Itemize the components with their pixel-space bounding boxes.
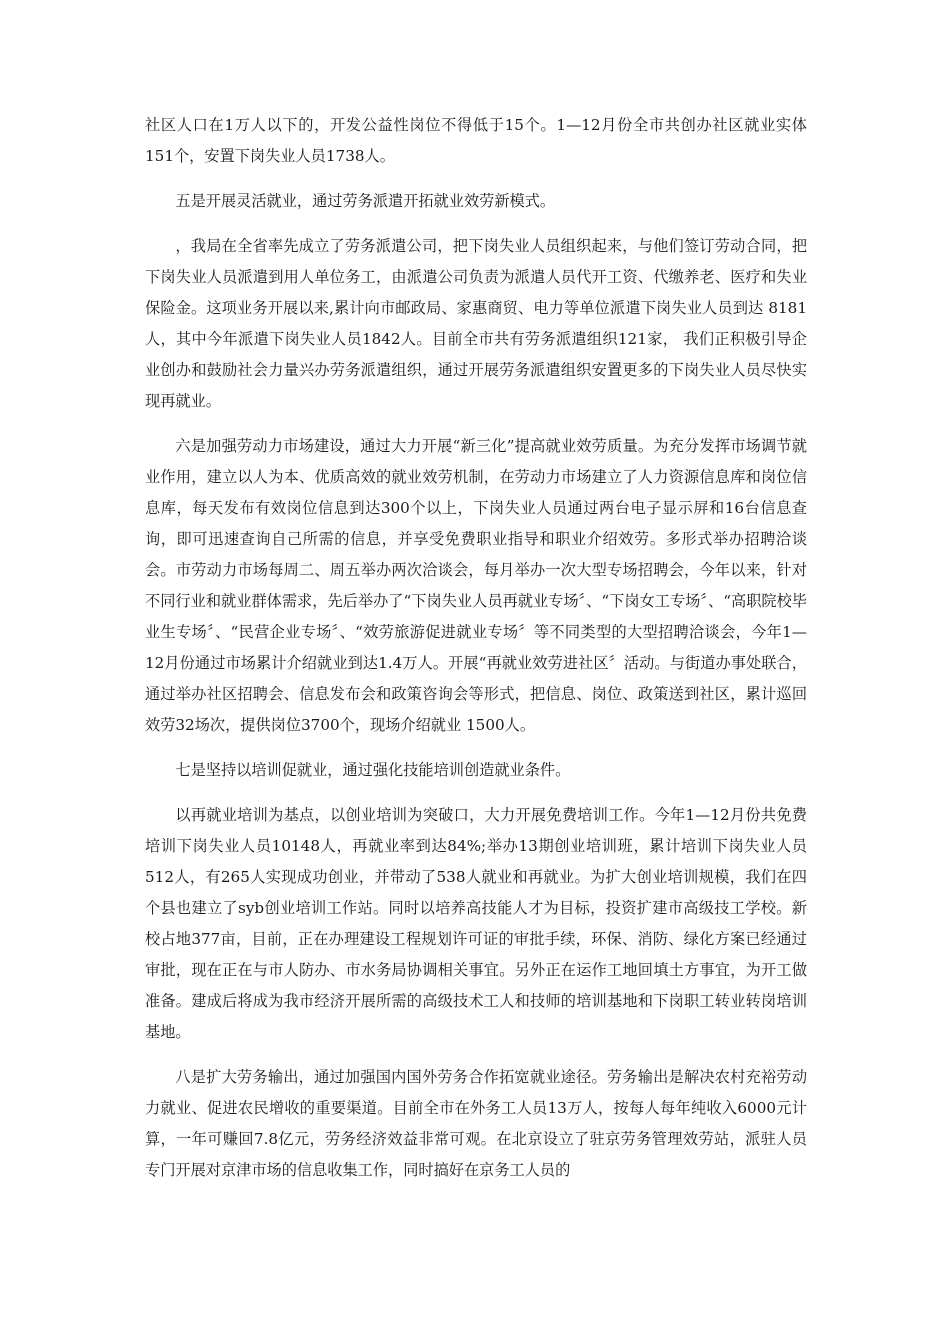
heading-point-seven: 七是坚持以培训促就业，通过强化技能培训创造就业条件。 [175,761,571,779]
paragraph-labor-dispatch: ，我局在全省率先成立了劳务派遣公司，把下岗失业人员组织起来，与他们签订劳动合同，把下岗失业人员派遣到用人单位务工，由派遣公司负责为派遣人员代开工资、代缴养老、医疗和失业保险金。这项业务开展以来,累计向市邮政局、家惠商贸、电力等单位派遣下岗失业人员到达 8181人，其中今年派遣下岗失业人员1842人。目前全市共有劳务派遣组织121家， 我们正积极引导企业创办和鼓励社会力量兴办劳务派遣组织，通过开展劳务派遣组织安置更多的下岗失业人员尽快实现再就业。 [145,237,807,410]
paragraph-point-six-labor-market: 六是加强劳动力市场建设，通过大力开展“新三化”提高就业效劳质量。为充分发挥市场调节就业作用，建立以人为本、优质高效的就业效劳机制，在劳动力市场建立了人力资源信息库和岗位信息库，每天发布有效岗位信息到达300个以上，下岗失业人员通过两台电子显示屏和16台信息查询，即可迅速查询自己所需的信息，并享受免费职业指导和职业介绍效劳。多形式举办招聘洽谈会。市劳动力市场每周二、周五举办两次洽谈会，每月举办一次大型专场招聘会，今年以来，针对不同行业和就业群体需求，先后举办了“下岗失业人员再就业专场〞、“下岗女工专场〞、“高职院校毕业生专场〞、“民营企业专场〞、“效劳旅游促进就业专场〞等不同类型的大型招聘洽谈会，今年1—12月份通过市场累计介绍就业到达1.4万人。开展“再就业效劳进社区〞活动。与街道办事处联合，通过举办社区招聘会、信息发布会和政策咨询会等形式，把信息、岗位、政策送到社区，累计巡回效劳32场次，提供岗位3700个，现场介绍就业 1500人。 [145,437,807,734]
heading-point-five: 五是开展灵活就业，通过劳务派遣开拓就业效劳新模式。 [175,192,556,210]
paragraph-training: 以再就业培训为基点，以创业培训为突破口，大力开展免费培训工作。今年1—12月份共免费培训下岗失业人员10148人，再就业率到达84%;举办13期创业培训班，累计培训下岗失业人员512人，有265人实现成功创业，并带动了538人就业和再就业。为扩大创业培训规模，我们在四个县也建立了syb创业培训工作站。同时以培养高技能人才为目标，投资扩建市高级技工学校。新校占地377亩，目前，正在办理建设工程规划许可证的审批手续，环保、消防、绿化方案已经通过审批，现在正在与市人防办、市水务局协调相关事宜。另外正在运作工地回填土方事宜，为开工做准备。建成后将成为我市经济开展所需的高级技术工人和技师的培训基地和下岗职工转业转岗培训基地。 [145,806,807,1041]
paragraph-community-jobs: 社区人口在1万人以下的，开发公益性岗位不得低于15个。1—12月份全市共创办社区就业实体151个，安置下岗失业人员1738人。 [145,116,807,165]
document-body [145,110,807,1200]
paragraph-point-eight-labor-export: 八是扩大劳务输出，通过加强国内国外劳务合作拓宽就业途径。劳务输出是解决农村充裕劳动力就业、促进农民增收的重要渠道。目前全市在外务工人员13万人，按每人每年纯收入6000元计算，一年可赚回7.8亿元，劳务经济效益非常可观。在北京设立了驻京劳务管理效劳站，派驻人员专门开展对京津市场的信息收集工作，同时搞好在京务工人员的 [145,1068,807,1179]
